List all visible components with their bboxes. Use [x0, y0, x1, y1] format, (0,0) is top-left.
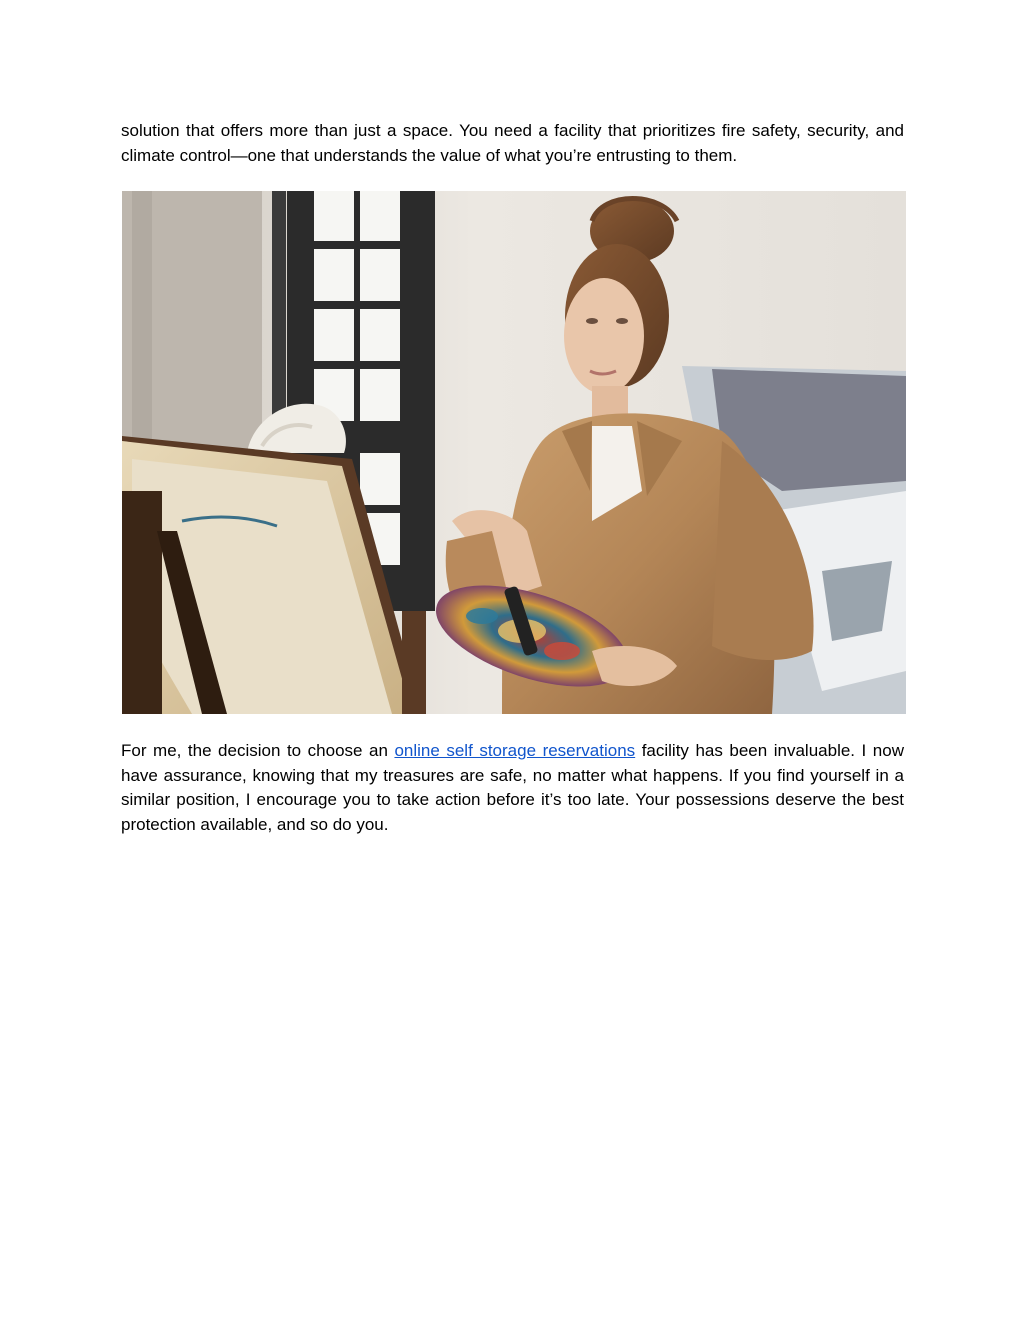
paragraph-top: solution that offers more than just a space. You need a facility that prioritizes fire safety, security, and climate control—one that understands the value of what you’re entrusting to them. [121, 121, 904, 165]
storage-reservations-link[interactable]: online self storage reservations [394, 741, 636, 760]
artist-photo [122, 191, 906, 714]
paragraph-bottom-before-link: For me, the decision to choose an [121, 741, 395, 760]
paragraph-bottom [121, 739, 904, 837]
paragraph-bottom-after-link: facility has been invaluable. I now have assurance, knowing that my treasures are safe, no matter what happens. If you find yourself in a similar position, I encourage you to take action before it’s too late. Your possessions deserve the best protection available, and so do you. [121, 741, 904, 834]
